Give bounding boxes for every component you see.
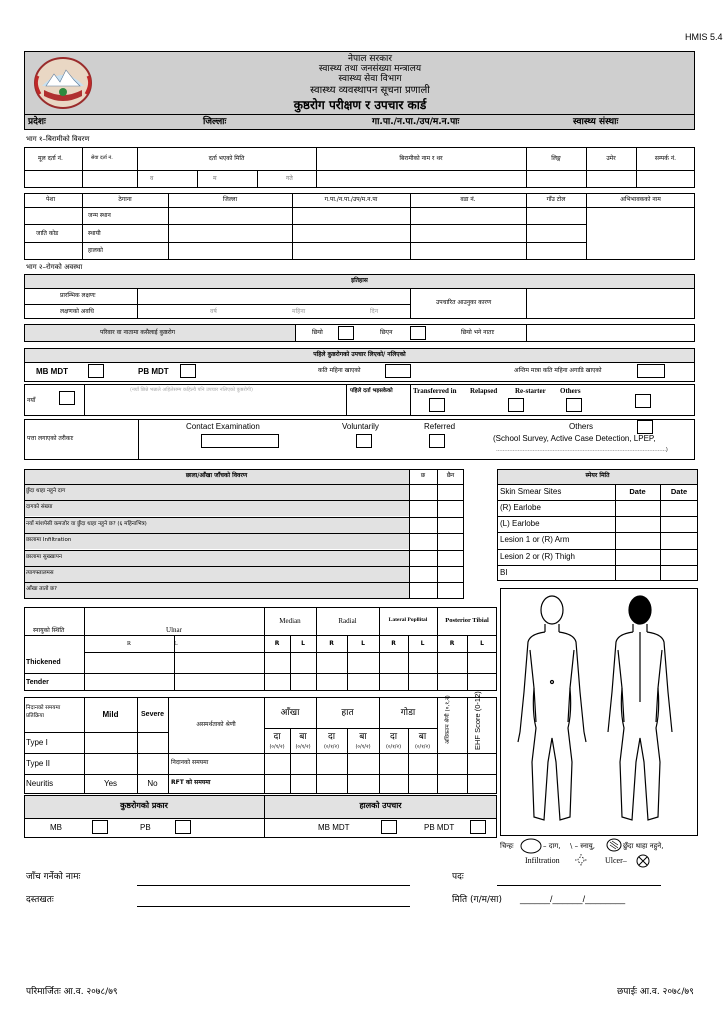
smear-row-label: BI (500, 568, 508, 577)
facility-label: स्वास्थ्य संस्थाः (573, 117, 619, 127)
re-starter-label: Re-starter (515, 387, 546, 395)
skin-row-bg (25, 501, 409, 516)
leprosy-type-heading: कुष्ठरोगको प्रकार (120, 801, 168, 810)
skin-row-bg (25, 567, 409, 582)
voluntarily-checkbox[interactable] (356, 434, 372, 448)
ethnicity-label: जाति कोड (36, 230, 59, 237)
header-department: स्वास्थ्य सेवा विभाग (338, 74, 402, 84)
skin-row-label: त्यागफ्तालमस (26, 570, 54, 576)
others-dots: …………………………………………………………………………………………) (496, 447, 668, 453)
smear-row-divider (497, 565, 698, 566)
district-label: जिल्लाः (203, 117, 227, 127)
mild-label: Mild (102, 710, 119, 719)
detection-method-label: पत्ता लगाएको तरीकाः (27, 435, 74, 442)
relation-label: छियो भने नाताः (461, 329, 495, 336)
referred-label: Referred (424, 422, 456, 431)
type2-label: Type II (26, 759, 51, 768)
foot-label: गोडा (400, 708, 416, 718)
infiltration-symbol-icon (574, 853, 588, 867)
relapsed-checkbox[interactable] (508, 398, 524, 412)
family-yes-checkbox[interactable] (338, 326, 354, 340)
skin-row-label: दागको संख्या (26, 504, 53, 510)
permanent-label: स्थायी (88, 230, 101, 237)
skin-row-bg (25, 551, 409, 566)
history-heading: इतिहास (351, 277, 368, 284)
disability-range-label: (०/१/२) (355, 744, 371, 750)
birth-place-label: जन्म स्थान (88, 212, 111, 219)
guardian-label: अभिभावकको नाम (620, 196, 661, 203)
smear-row-divider (497, 516, 698, 517)
disability-side-label: बा (299, 732, 307, 742)
part2-heading: भाग २–रोगको अवस्था (26, 263, 83, 271)
at-diagnosis-label: निदानको समयमा (171, 759, 209, 766)
skin-row-label: आँखा तातो छ? (26, 586, 57, 592)
sex-label: लिङ्ग (551, 155, 561, 162)
ulcer-symbol-icon (636, 854, 650, 868)
reaction-heading2: प्रतिक्रिया (26, 713, 44, 719)
address-label: ठेगाना (118, 196, 132, 203)
reg-no-field[interactable] (25, 171, 81, 187)
smear-heading: स्मेयर मिति (585, 472, 610, 479)
ulnar-r: R (126, 641, 131, 647)
others-checkbox[interactable] (635, 394, 651, 408)
date-label: मिति (ग/म/सा) (452, 895, 502, 905)
skin-row-label: छालामा Infiltration (26, 537, 72, 543)
new-case-label: नयाँ (27, 397, 36, 404)
body-front-icon (512, 592, 592, 832)
skin-exam-heading: छाला/आँखा जाँचको विवरण (185, 472, 248, 479)
legend-infiltration: Infiltration (525, 856, 560, 865)
legend-patch: – दाग, (543, 842, 561, 850)
radial-label: Radial (338, 617, 357, 625)
current-treatment-heading: हालको उपचार (359, 801, 402, 810)
examiner-label: जाँच गर्नेको नामः (26, 872, 81, 882)
patient-name-label: बिरामीको नाम र थर (399, 155, 443, 162)
prev-mb-mdt-label: MB MDT (36, 367, 68, 376)
duration-month-hint: महिना (292, 308, 306, 315)
new-case-checkbox[interactable] (59, 391, 75, 405)
max-grade-label: अधिकतम श्रेणी (०,१,२) (445, 695, 451, 744)
reg-no-label: मूल दर्ता नं. (38, 155, 63, 162)
legend-anesthesia: छुँदा थाहा नहुने, (623, 842, 664, 850)
legend-nerve: \ – स्नायु, (570, 842, 595, 850)
disability-range-label: (०/१/२) (385, 744, 402, 750)
smear-col-date2: Date (670, 487, 688, 496)
prev-pb-mdt-checkbox[interactable] (180, 364, 196, 378)
ward-label: वडा नं. (460, 196, 476, 203)
tender-label: Tender (26, 679, 49, 686)
median-r: R (274, 640, 280, 647)
last-dose-field[interactable] (637, 364, 665, 378)
smear-row-label: (R) Earlobe (500, 503, 541, 512)
neuritis-label: Neuritis (26, 779, 54, 788)
nepal-emblem-icon (32, 56, 94, 110)
family-leprosy-label: परिवार वा नातामा कसैलाई कुष्ठरोग (100, 329, 176, 336)
referred-checkbox[interactable] (429, 434, 445, 448)
median-label: Median (279, 617, 301, 625)
header-gov: नेपाल सरकार (347, 54, 393, 64)
mb-checkbox[interactable] (92, 820, 108, 834)
others-note: (School Survey, Active Case Detection, LPEP, (493, 434, 656, 443)
ehf-score-label: EHF Score (0-12) (473, 691, 482, 750)
voluntarily-label: Voluntarily (342, 422, 379, 431)
signature-label: दस्तखतः (26, 895, 54, 905)
posterior-l: L (480, 640, 484, 647)
patch-symbol-icon (520, 838, 542, 854)
date-month-hint: म (213, 175, 217, 182)
lateral-r: R (391, 640, 396, 647)
transferred-in-label: Transferred in (413, 387, 457, 395)
municipality-col-label: ग.पा./न.पा./उप/म.न.पा (324, 196, 378, 203)
lateral-popliteal-label: Lateral Popllital (388, 617, 428, 623)
date-day-hint: गते (286, 175, 293, 182)
symptom-duration-label: लक्षणको अवधि (60, 308, 94, 315)
post-line[interactable] (497, 885, 661, 886)
family-no-label: छिएन (380, 329, 393, 336)
disability-range-label: (०/१/२) (269, 744, 285, 750)
contact-exam-label: Contact Examination (186, 422, 260, 431)
body-back-icon (600, 592, 680, 832)
sub-reg-no-label: सेवा दर्ता नं. (91, 155, 113, 161)
months-taken-field[interactable] (385, 364, 411, 378)
thickened-label: Thickened (26, 659, 61, 666)
header-ministry: स्वास्थ्य तथा जनसंख्या मन्त्रालय (318, 64, 422, 74)
signature-line[interactable] (137, 906, 410, 907)
family-yes-label: छियो (312, 329, 323, 336)
patient-name-field[interactable] (317, 171, 525, 187)
page-title: कुष्ठरोग परीक्षण र उपचार कार्ड (293, 98, 427, 112)
prev-pb-mdt-label: PB MDT (138, 367, 169, 376)
disability-side-label: दा (389, 732, 398, 742)
reaction-heading1: निदानको समयमा (26, 705, 61, 711)
pb-label: PB (140, 823, 151, 832)
tole-label: गाँउ टोल (546, 196, 566, 203)
disability-side-label: बा (359, 732, 367, 742)
date-year-hint: व (150, 175, 154, 182)
suspected-cause-label: उपचारित आउनुका कारण (436, 299, 492, 306)
age-label: उमेर (606, 155, 616, 162)
post-label: पदः (452, 872, 464, 882)
neuritis-no: No (147, 779, 158, 788)
municipality-label: गा.पा./न.पा./उप/म.न.पाः (372, 117, 460, 127)
header-system: स्वास्थ्य व्यवस्थापन सूचना प्रणाली (310, 85, 430, 96)
others-label: Others (560, 387, 581, 395)
legend-signs: चिन्हः (500, 842, 514, 850)
nerve-status-label: स्नायुको स्थिति (33, 627, 65, 634)
disability-side-label: दा (273, 732, 281, 742)
skin-col-yes: छ (420, 472, 426, 479)
disability-range-label: (०/१/२) (323, 744, 340, 750)
prev-registered-label: पहिले दर्ता भइसकेको (350, 388, 393, 394)
rft-label: RFT को समयमा (171, 779, 211, 786)
revised-note: परिमार्जितः आ.व. २०७८/७९ (26, 987, 118, 997)
disability-range-label: (०/१/२) (414, 744, 431, 750)
printed-note: छपाईः आ.व. २०७८/७९ (617, 987, 694, 997)
disability-side-label: दा (327, 732, 336, 742)
skin-row-bg (25, 583, 409, 598)
new-case-note: (नयाँ छिन्ने भन्नाले अहिलेसम्म कहिल्यै पनि उपचार नलिएको कुष्ठरोगी) (130, 387, 253, 393)
current-pb-mdt-label: PB MDT (424, 823, 455, 832)
current-mb-mdt-label: MB MDT (318, 823, 350, 832)
occupation-label: पेशा (46, 196, 56, 203)
smear-row-divider (497, 500, 698, 501)
contact-exam-field[interactable] (201, 434, 279, 448)
re-starter-checkbox[interactable] (566, 398, 582, 412)
smear-row-label: Lesion 1 or (R) Arm (500, 535, 570, 544)
ulnar-label: Ulnar (166, 626, 182, 634)
contact-label: सम्पर्क नं. (654, 155, 677, 162)
prev-treatment-heading: पहिले कुष्ठरोगको उपचार लिएको/ नलिएको (313, 351, 406, 358)
months-taken-label: कति महिना खाएको (318, 367, 361, 374)
lateral-l: L (420, 640, 425, 647)
first-symptom-label: प्रारम्भिक लक्षणः (60, 292, 96, 299)
smear-row-label: Lesion 2 or (R) Thigh (500, 552, 575, 561)
district-col-label: जिल्ला (222, 196, 238, 203)
skin-row-label: नयाँ मांशपेसी कमजोर वा छुँदा थाहा नहुने छ? (६ महिनाभित्र) (26, 521, 147, 527)
posterior-r: R (449, 640, 455, 647)
address-table (24, 193, 695, 260)
skin-col-no: छैन (446, 472, 455, 479)
anesthesia-symbol-icon (606, 838, 622, 852)
hand-label: हात (341, 708, 354, 718)
pb-checkbox[interactable] (175, 820, 191, 834)
reg-date-label: दर्ता भएको मिति (208, 155, 245, 162)
transferred-in-checkbox[interactable] (429, 398, 445, 412)
median-l: L (301, 640, 305, 647)
smear-col-site: Skin Smear Sites (500, 487, 562, 496)
skin-row-label: छुँदा थाहा नहुने दाग (26, 488, 66, 494)
current-pb-mdt-checkbox[interactable] (470, 820, 486, 834)
skin-row-bg (25, 534, 409, 549)
posterior-tibial-label: Posterior Tibial (445, 617, 489, 624)
current-label: हालको (88, 247, 103, 254)
form-code: HMIS 5.4 (685, 32, 723, 42)
duration-day-hint: दिन (370, 308, 379, 315)
mb-label: MB (50, 823, 62, 832)
smear-row-divider (497, 532, 698, 533)
disability-side-label: बा (418, 732, 427, 742)
smear-row-divider (497, 549, 698, 550)
neuritis-yes: Yes (103, 779, 118, 788)
radial-r: R (329, 640, 334, 647)
disability-label: असमर्थताको श्रेणी (196, 721, 236, 728)
severe-label: Severe (141, 711, 164, 718)
current-mb-mdt-checkbox[interactable] (381, 820, 397, 834)
smear-col-date1: Date (629, 487, 646, 496)
prev-mb-mdt-checkbox[interactable] (88, 364, 104, 378)
relapsed-label: Relapsed (470, 387, 498, 395)
disability-range-label: (०/१/२) (295, 744, 311, 750)
skin-row-label: छालामा सुख्खापन (26, 554, 62, 560)
smear-row-label: (L) Earlobe (500, 519, 540, 528)
eye-label: आँखा (280, 708, 300, 718)
family-no-checkbox[interactable] (410, 326, 426, 340)
part1-heading: भाग १–बिरामीको विवरण (26, 135, 90, 143)
legend-ulcer: Ulcer– (605, 856, 627, 865)
province-label: प्रदेशः (28, 117, 46, 127)
others2-checkbox[interactable] (637, 420, 653, 434)
radial-l: L (361, 640, 365, 647)
type1-label: Type I (26, 738, 48, 747)
last-dose-label: अन्तिम मात्रा कति महिना अगाडि खाएको (514, 367, 602, 374)
skin-row-bg (25, 485, 409, 500)
duration-year-hint: वर्ष (210, 308, 217, 315)
date-blank[interactable]: ______/______/________ (520, 894, 626, 904)
others2-label: Others (569, 422, 594, 431)
examiner-line[interactable] (137, 885, 410, 886)
